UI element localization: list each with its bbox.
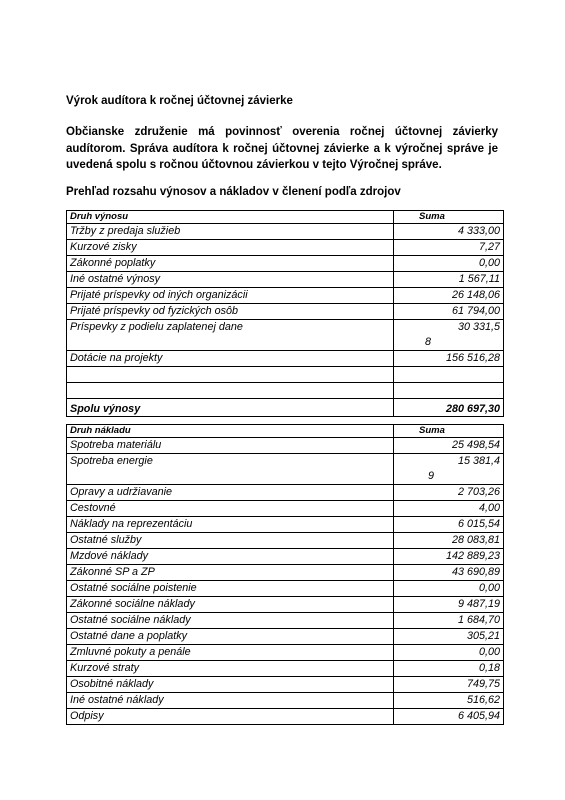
row-value-line2: 8 (425, 336, 432, 348)
auditor-paragraph: Občianske združenie má povinnosť overenia ročnej účtovnej závierky audítorom. Správa audítora k ročnej účtovnej závierke a k výročnej správe je uvedená spolu s ročnou účtovnou závierkou v tejto Výročnej správe. (66, 126, 498, 171)
row-label: Ostatné sociálne poistenie (67, 581, 394, 597)
row-value: 28 083,81 (394, 533, 504, 549)
row-value: 142 889,23 (394, 549, 504, 565)
row-value-line2: 9 (428, 470, 435, 482)
row-label: Opravy a udržiavanie (67, 485, 394, 501)
table-row (67, 256, 504, 272)
row-label: Príspevky z podielu zaplatenej dane (67, 320, 394, 351)
row-value-line1: 15 381,4 (457, 455, 500, 467)
empty-row (67, 367, 504, 383)
row-value: 25 498,54 (394, 438, 504, 454)
row-value: 43 690,89 (394, 565, 504, 581)
row-value: 0,00 (394, 581, 504, 597)
row-label: Ostatné sociálne náklady (67, 613, 394, 629)
revenue-col-type: Druh výnosu (67, 211, 394, 224)
cost-col-type: Druh nákladu (67, 425, 394, 438)
empty-cell (67, 383, 394, 399)
row-label: Zákonné poplatky (67, 256, 394, 272)
row-label: Spotreba materiálu (67, 438, 394, 454)
row-value: 6 405,94 (394, 709, 504, 725)
table-row (67, 581, 504, 597)
row-value: 0,18 (394, 661, 504, 677)
row-label: Spotreba energie (67, 454, 394, 485)
row-value: 516,62 (394, 693, 504, 709)
row-label: Dotácie na projekty (67, 351, 394, 367)
auditor-heading: Výrok audítora k ročnej účtovnej závierke (66, 95, 293, 107)
row-value-line1: 30 331,5 (457, 321, 500, 333)
total-value: 280 697,30 (394, 399, 504, 417)
row-label: Kurzové straty (67, 661, 394, 677)
row-value (394, 320, 504, 351)
total-label: Spolu výnosy (67, 399, 394, 417)
table-row (67, 438, 504, 454)
table-row (67, 320, 504, 351)
empty-cell (394, 367, 504, 383)
row-label: Tržby z predaja služieb (67, 224, 394, 240)
row-label: Zákonné SP a ZP (67, 565, 394, 581)
row-value: 0,00 (394, 256, 504, 272)
row-value: 0,00 (394, 645, 504, 661)
row-label: Osobitné náklady (67, 677, 394, 693)
empty-row (67, 383, 504, 399)
empty-cell (67, 367, 394, 383)
table-row (67, 485, 504, 501)
row-label: Mzdové náklady (67, 549, 394, 565)
row-value: 749,75 (394, 677, 504, 693)
row-value: 61 794,00 (394, 304, 504, 320)
table-row (67, 661, 504, 677)
table-row (67, 240, 504, 256)
table-row (67, 549, 504, 565)
row-label: Cestovné (67, 501, 394, 517)
revenue-table (66, 210, 504, 417)
table-row (67, 224, 504, 240)
row-label: Iné ostatné náklady (67, 693, 394, 709)
overview-title: Prehľad rozsahu výnosov a nákladov v členení podľa zdrojov (66, 186, 401, 198)
row-label: Odpisy (67, 709, 394, 725)
table-row (67, 501, 504, 517)
row-label: Zmluvné pokuty a penále (67, 645, 394, 661)
table-row (67, 597, 504, 613)
table-row (67, 645, 504, 661)
table-row (67, 629, 504, 645)
table-row (67, 533, 504, 549)
row-label: Zákonné sociálne náklady (67, 597, 394, 613)
row-value: 1 567,11 (394, 272, 504, 288)
table-row (67, 613, 504, 629)
table-row (67, 288, 504, 304)
table-row (67, 677, 504, 693)
row-label: Náklady na reprezentáciu (67, 517, 394, 533)
row-value (394, 454, 504, 485)
row-value-wrapped (397, 320, 500, 348)
table-row (67, 709, 504, 725)
cost-col-sum: Suma (394, 425, 504, 438)
row-label: Iné ostatné výnosy (67, 272, 394, 288)
row-value: 7,27 (394, 240, 504, 256)
table-row (67, 565, 504, 581)
row-label: Prijaté príspevky od iných organizácii (67, 288, 394, 304)
row-label: Kurzové zisky (67, 240, 394, 256)
revenue-total-row (67, 399, 504, 417)
row-value: 4,00 (394, 501, 504, 517)
table-row (67, 304, 504, 320)
revenue-header-row (67, 211, 504, 224)
row-value: 156 516,28 (394, 351, 504, 367)
row-label: Ostatné služby (67, 533, 394, 549)
table-row (67, 272, 504, 288)
row-value-wrapped (397, 454, 500, 482)
table-row (67, 693, 504, 709)
table-row (67, 351, 504, 367)
table-row (67, 454, 504, 485)
row-value: 4 333,00 (394, 224, 504, 240)
cost-table (66, 424, 504, 725)
revenue-col-sum: Suma (394, 211, 504, 224)
row-value: 6 015,54 (394, 517, 504, 533)
row-label: Ostatné dane a poplatky (67, 629, 394, 645)
empty-cell (394, 383, 504, 399)
table-row (67, 517, 504, 533)
row-label: Prijaté príspevky od fyzických osôb (67, 304, 394, 320)
row-value: 26 148,06 (394, 288, 504, 304)
row-value: 1 684,70 (394, 613, 504, 629)
row-value: 305,21 (394, 629, 504, 645)
row-value: 2 703,26 (394, 485, 504, 501)
cost-header-row (67, 425, 504, 438)
row-value: 9 487,19 (394, 597, 504, 613)
